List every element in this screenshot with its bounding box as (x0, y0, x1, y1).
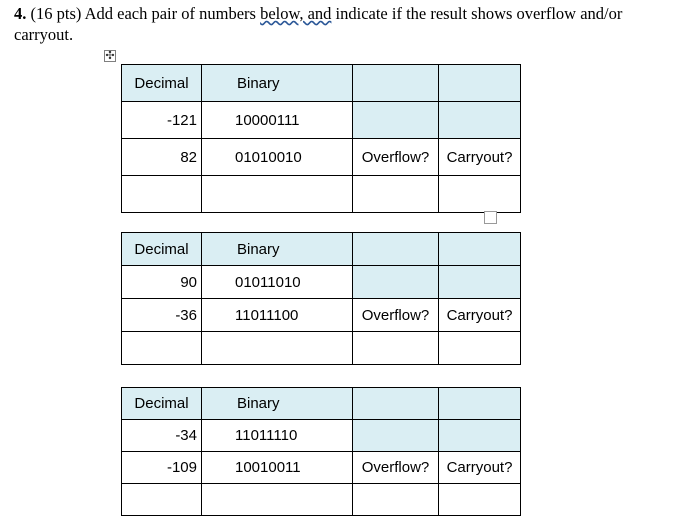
table-1-row-1-empty-2[interactable] (439, 102, 521, 139)
table-2-row-2-binary[interactable]: 11011100 (202, 299, 353, 332)
table-1-answer-row (122, 176, 521, 213)
table-2-answer-decimal[interactable] (122, 332, 202, 365)
table-2-row-1 (122, 266, 521, 299)
table-2 (121, 232, 521, 365)
table-1-answer-decimal[interactable] (122, 176, 202, 213)
table-2-row-2-decimal[interactable]: -36 (122, 299, 202, 332)
table-2-header-decimal[interactable]: Decimal (122, 233, 202, 266)
table-3-header-empty-1[interactable] (353, 388, 439, 420)
table-3-header-decimal[interactable]: Decimal (122, 388, 202, 420)
table-2-answer-carryout[interactable] (439, 332, 521, 365)
table-1-row-2 (122, 139, 521, 176)
table-3-answer-decimal[interactable] (122, 484, 202, 516)
table-2-row-2 (122, 299, 521, 332)
table-1-answer-binary[interactable] (202, 176, 353, 213)
table-1-header-empty-1[interactable] (353, 65, 439, 102)
table-3-answer-binary[interactable] (202, 484, 353, 516)
table-3-row-1-empty-2[interactable] (439, 420, 521, 452)
table-3-answer-overflow[interactable] (353, 484, 439, 516)
table-1-overflow-label[interactable]: Overflow? (353, 139, 439, 176)
table-1-answer-overflow[interactable] (353, 176, 439, 213)
table-3 (121, 387, 521, 516)
table-3-header-empty-2[interactable] (439, 388, 521, 420)
table-1-header-row (122, 65, 521, 102)
table-3-row-1 (122, 420, 521, 452)
question-underlined-text: below, and (260, 4, 332, 23)
table-1-row-1-empty-1[interactable] (353, 102, 439, 139)
table-1 (121, 64, 521, 213)
table-1-row-2-binary[interactable]: 01010010 (202, 139, 353, 176)
question-points: (16 pts) (30, 4, 82, 23)
table-3-carryout-label[interactable]: Carryout? (439, 452, 521, 484)
question-text-after: indicate if the result shows overflow and/or carryout. (14, 4, 623, 44)
table-1-row-2-decimal[interactable]: 82 (122, 139, 202, 176)
table-resize-handle-icon[interactable] (484, 211, 497, 224)
table-2-answer-row (122, 332, 521, 365)
question-text (14, 3, 674, 45)
table-3-row-2-decimal[interactable]: -109 (122, 452, 202, 484)
table-3-answer-carryout[interactable] (439, 484, 521, 516)
table-2-overflow-label[interactable]: Overflow? (353, 299, 439, 332)
table-2-answer-binary[interactable] (202, 332, 353, 365)
table-1-header-empty-2[interactable] (439, 65, 521, 102)
table-2-row-1-empty-2[interactable] (439, 266, 521, 299)
table-1-row-1-binary[interactable]: 10000111 (202, 102, 353, 139)
table-3-answer-row (122, 484, 521, 516)
table-1-answer-carryout[interactable] (439, 176, 521, 213)
table-2-row-1-binary[interactable]: 01011010 (202, 266, 353, 299)
table-2-header-binary[interactable]: Binary (202, 233, 353, 266)
table-3-row-1-empty-1[interactable] (353, 420, 439, 452)
table-3-row-2 (122, 452, 521, 484)
table-2-header-empty-1[interactable] (353, 233, 439, 266)
question-text-before: Add each pair of numbers (84, 4, 256, 23)
table-move-handle-icon[interactable]: ✣ (105, 49, 115, 62)
table-1-carryout-label[interactable]: Carryout? (439, 139, 521, 176)
table-2-answer-overflow[interactable] (353, 332, 439, 365)
table-2-row-1-decimal[interactable]: 90 (122, 266, 202, 299)
table-3-header-row (122, 388, 521, 420)
table-3-row-1-decimal[interactable]: -34 (122, 420, 202, 452)
table-3-header-binary[interactable]: Binary (202, 388, 353, 420)
table-3-row-2-binary[interactable]: 10010011 (202, 452, 353, 484)
table-1-header-binary[interactable]: Binary (202, 65, 353, 102)
table-2-row-1-empty-1[interactable] (353, 266, 439, 299)
table-1-row-1 (122, 102, 521, 139)
table-1-row-1-decimal[interactable]: -121 (122, 102, 202, 139)
table-2-carryout-label[interactable]: Carryout? (439, 299, 521, 332)
table-3-row-1-binary[interactable]: 11011110 (202, 420, 353, 452)
table-2-header-row (122, 233, 521, 266)
table-3-overflow-label[interactable]: Overflow? (353, 452, 439, 484)
table-1-header-decimal[interactable]: Decimal (122, 65, 202, 102)
table-2-header-empty-2[interactable] (439, 233, 521, 266)
question-number: 4. (14, 4, 27, 23)
